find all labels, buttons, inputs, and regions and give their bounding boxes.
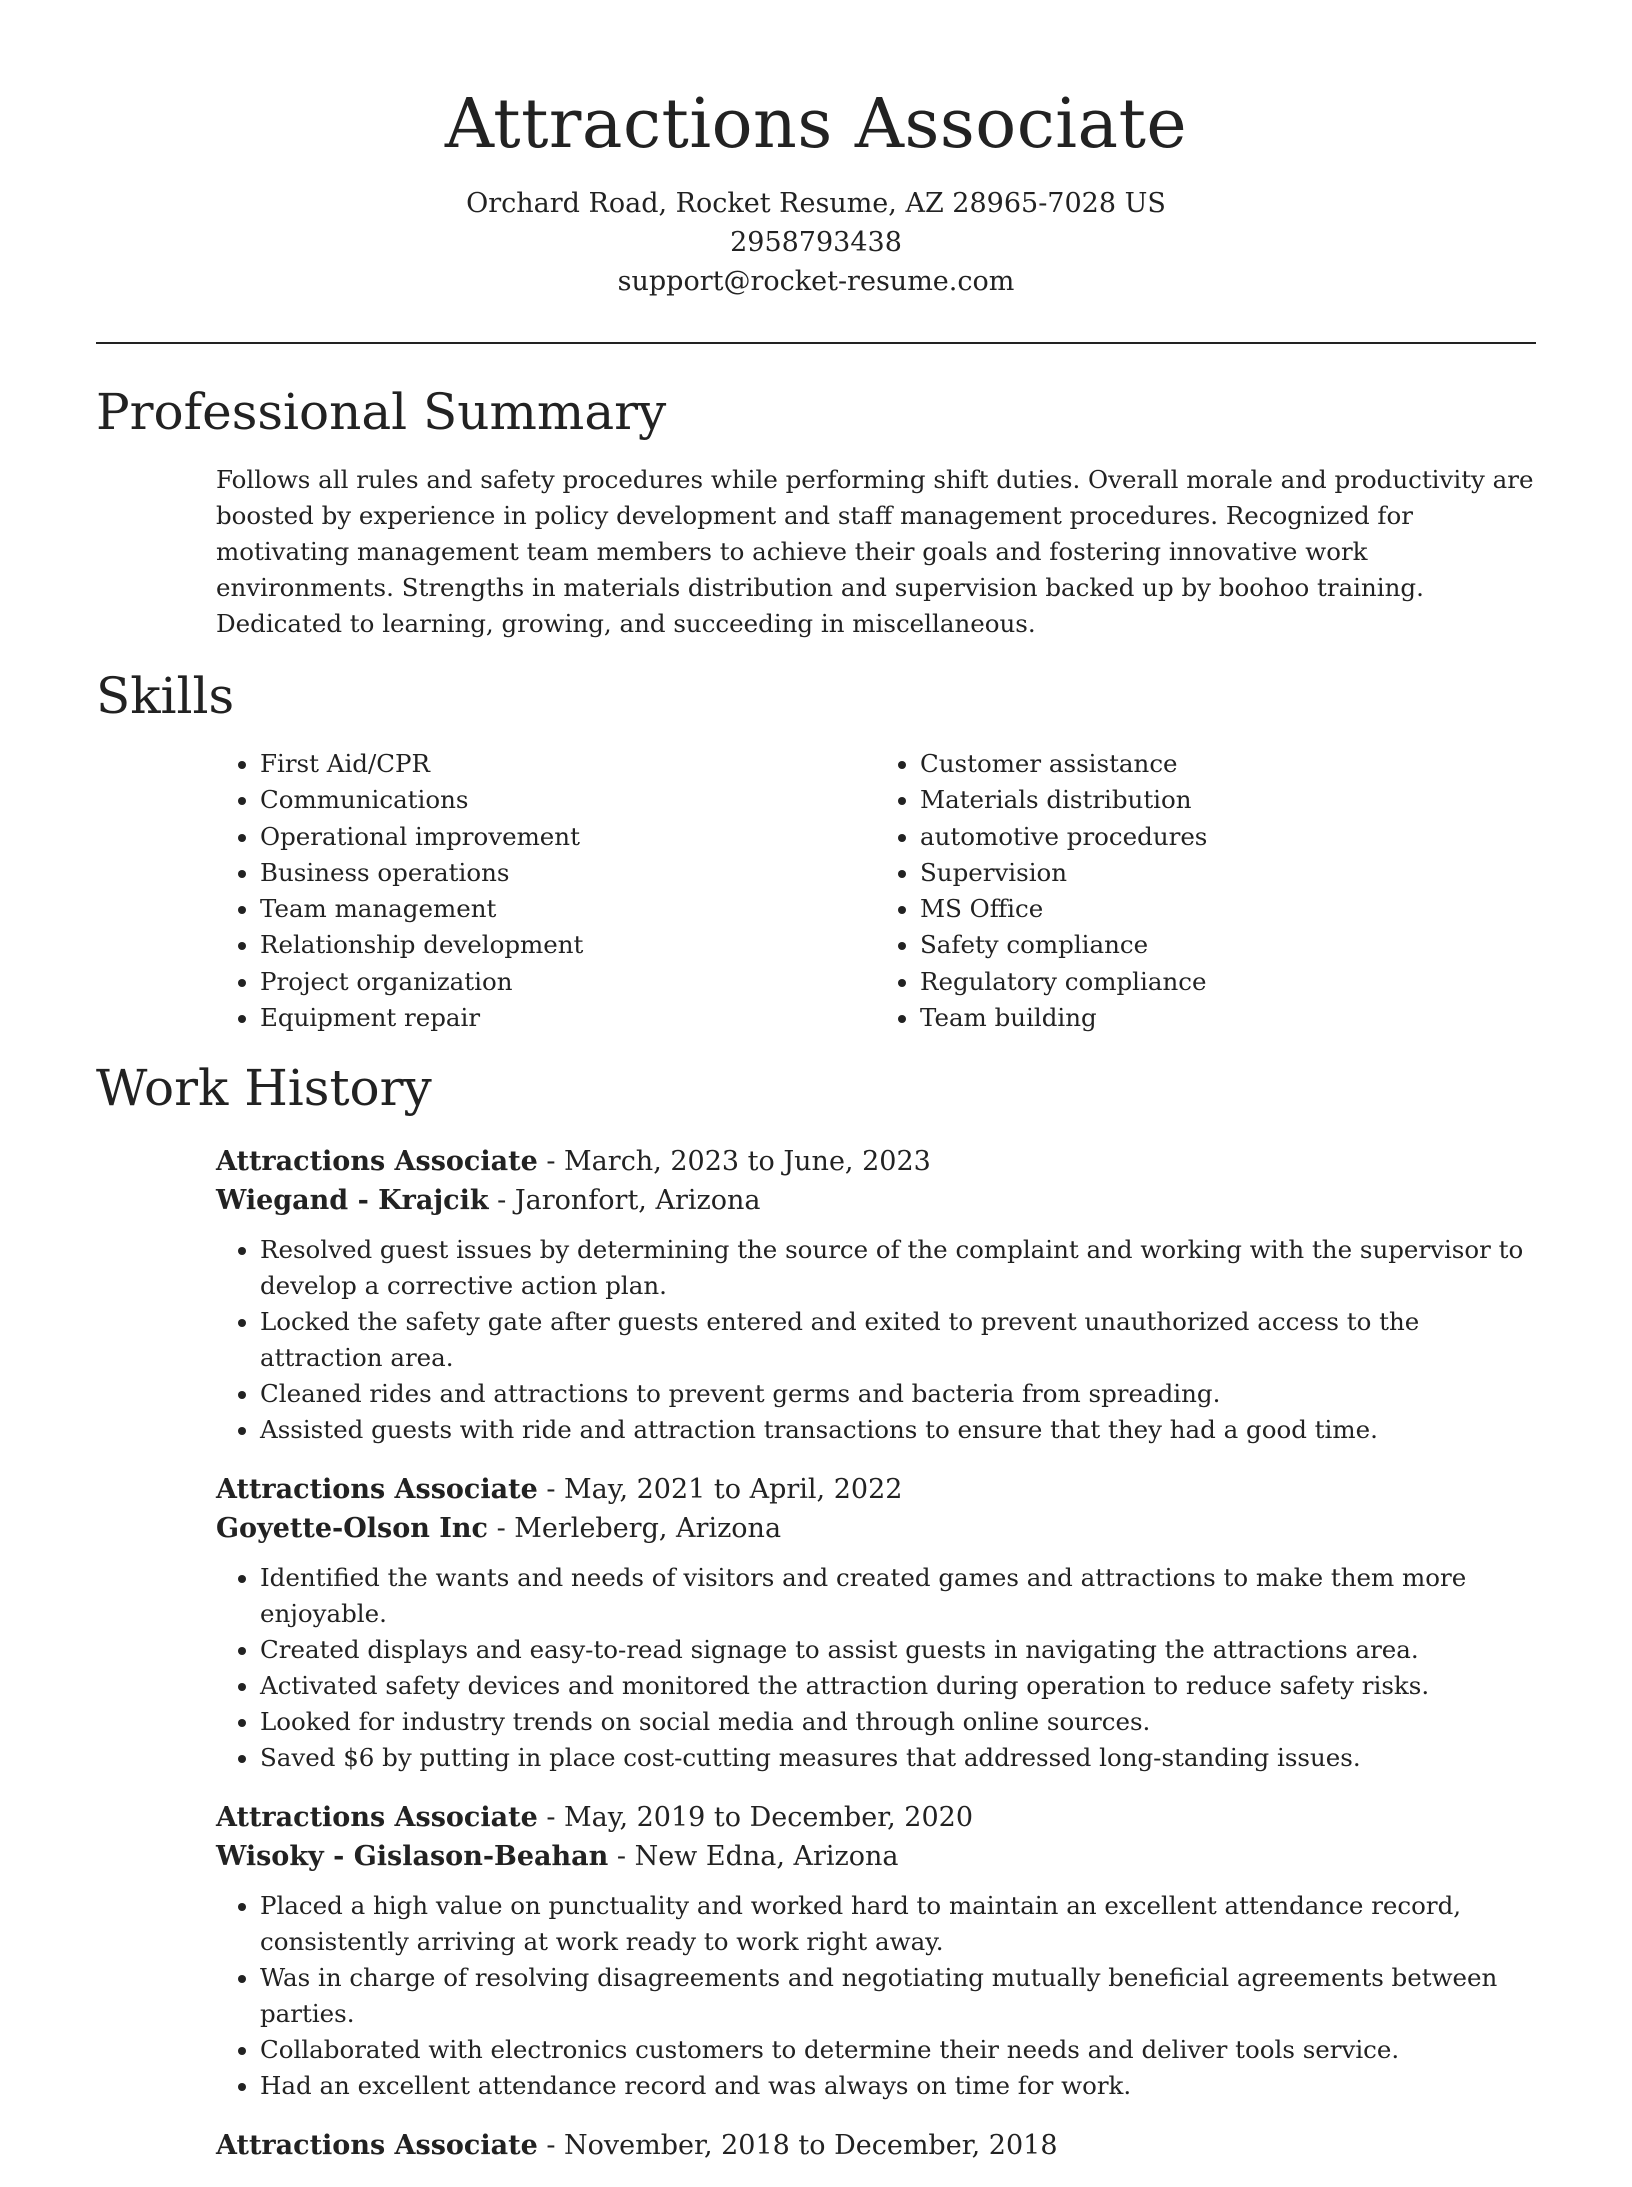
candidate-name: Attractions Associate [444, 85, 1188, 164]
job-dates: - March, 2023 to June, 2023 [537, 1146, 931, 1177]
email: support@rocket-resume.com [617, 266, 1015, 298]
skill-item: • Supervision [920, 855, 1536, 891]
contact-info [0, 184, 1632, 301]
job-entry [216, 1142, 1546, 1448]
job-title: Attractions Associate [216, 1146, 538, 1177]
job-entry [216, 1470, 1546, 1776]
skills-heading: Skills [96, 667, 235, 725]
job-duty: • Cleaned rides and attractions to prevent germs and bacteria from spreading. [260, 1376, 1546, 1412]
job-duty: • Locked the safety gate after guests entered and exited to prevent unauthorized access to the attraction area. [260, 1304, 1546, 1376]
job-entry [216, 2126, 1546, 2165]
job-duty: • Placed a high value on punctuality and worked hard to maintain an excellent attendance record, consistently arriving at work ready to work right away. [260, 1888, 1546, 1960]
job-location: - Jaronfort, Arizona [488, 1185, 761, 1216]
skill-item: • Team management [260, 891, 876, 927]
skill-item: • Business operations [260, 855, 876, 891]
skill-item: • MS Office [920, 891, 1536, 927]
skills-column-left [216, 746, 876, 1036]
job-entry [216, 1798, 1546, 2104]
skill-item: • Communications [260, 782, 876, 818]
job-duty: • Looked for industry trends on social media and through online sources. [260, 1704, 1546, 1740]
work-history-heading: Work History [96, 1059, 432, 1117]
job-duty: • Activated safety devices and monitored the attraction during operation to reduce safety risks. [260, 1668, 1546, 1704]
header-divider [96, 342, 1536, 344]
skills-column-right [876, 746, 1536, 1036]
job-dates: - May, 2019 to December, 2020 [537, 1802, 974, 1833]
skill-item: • Equipment repair [260, 1000, 876, 1036]
phone: 2958793438 [730, 227, 902, 259]
job-duties [216, 1888, 1546, 2104]
job-company: Wisoky - Gislason-Beahan [216, 1841, 609, 1872]
summary-text: Follows all rules and safety procedures while performing shift duties. Overall morale and productivity are boosted by experience in policy development and staff management procedures. Recognized for motivating management team members to achieve their goals and fostering innovative work environments. Strengths in materials distribution and supervision backed up by boohoo training. Dedicated to learning, growing, and succeeding in miscellaneous. [216, 465, 1534, 638]
skill-item: • Customer assistance [920, 746, 1536, 782]
skill-item: • First Aid/CPR [260, 746, 876, 782]
skill-item: • Safety compliance [920, 927, 1536, 963]
job-duty: • Saved $6 by putting in place cost-cutting measures that addressed long-standing issues. [260, 1740, 1546, 1776]
job-duty: • Assisted guests with ride and attraction transactions to ensure that they had a good time. [260, 1412, 1546, 1448]
job-duty: • Created displays and easy-to-read signage to assist guests in navigating the attractions area. [260, 1632, 1546, 1668]
skill-item: • Regulatory compliance [920, 964, 1536, 1000]
job-title-line [216, 1142, 1546, 1181]
job-title: Attractions Associate [216, 1802, 538, 1833]
skill-item: • Materials distribution [920, 782, 1536, 818]
job-duties [216, 1560, 1546, 1776]
job-duty: • Collaborated with electronics customers to determine their needs and deliver tools service. [260, 2032, 1546, 2068]
address: Orchard Road, Rocket Resume, AZ 28965-7028 US [466, 188, 1166, 220]
job-location: - New Edna, Arizona [608, 1841, 899, 1872]
job-title: Attractions Associate [216, 2130, 538, 2161]
skills-list [216, 746, 1536, 1036]
job-duty: • Identified the wants and needs of visitors and created games and attractions to make them more enjoyable. [260, 1560, 1546, 1632]
skill-item: • automotive procedures [920, 819, 1536, 855]
job-company-line [216, 1181, 1546, 1220]
job-duty: • Was in charge of resolving disagreements and negotiating mutually beneficial agreements between parties. [260, 1960, 1546, 2032]
job-duties [216, 1232, 1546, 1448]
job-company-line [216, 1837, 1546, 1876]
skill-item: • Operational improvement [260, 819, 876, 855]
job-company: Wiegand - Krajcik [216, 1185, 489, 1216]
job-title-line [216, 1470, 1546, 1509]
summary-heading: Professional Summary [96, 383, 667, 441]
job-duty: • Resolved guest issues by determining the source of the complaint and working with the supervisor to develop a corrective action plan. [260, 1232, 1546, 1304]
job-location: - Merleberg, Arizona [487, 1513, 782, 1544]
job-duty: • Had an excellent attendance record and was always on time for work. [260, 2068, 1546, 2104]
job-company-line [216, 1509, 1546, 1548]
skill-item: • Team building [920, 1000, 1536, 1036]
skill-item: • Relationship development [260, 927, 876, 963]
job-title-line [216, 2126, 1546, 2165]
work-history-list [216, 1142, 1546, 2187]
job-dates: - May, 2021 to April, 2022 [537, 1474, 903, 1505]
job-company: Goyette-Olson Inc [216, 1513, 488, 1544]
resume-header [0, 0, 1632, 301]
skill-item: • Project organization [260, 964, 876, 1000]
job-title: Attractions Associate [216, 1474, 538, 1505]
job-dates: - November, 2018 to December, 2018 [537, 2130, 1058, 2161]
job-title-line [216, 1798, 1546, 1837]
